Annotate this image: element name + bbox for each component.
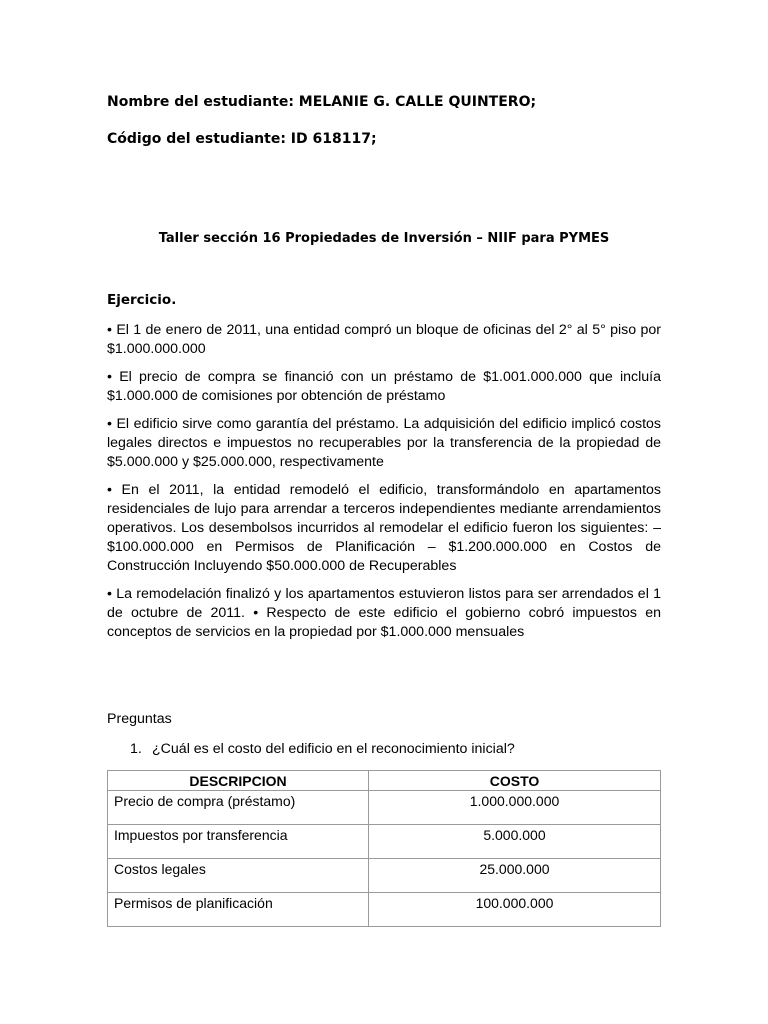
row-cost: 5.000.000 (369, 825, 661, 859)
table-header-row (108, 771, 661, 791)
exercise-label: Ejercicio. (107, 292, 177, 308)
paragraph-3: • El edificio sirve como garantía del préstamo. La adquisición del edificio implicó costos legales directos e impuestos no recuperables por la transferencia de la propiedad de $5.000.000 y $25.000.000, respectivamente (107, 416, 661, 470)
row-cost: 100.000.000 (369, 893, 661, 927)
paragraph-4: • En el 2011, la entidad remodeló el edificio, transformándolo en apartamentos residenciales de lujo para arrendar a terceros independientes mediante arrendamientos operativos. Los desembolsos incurridos al remodelar el edificio fueron los siguientes: – $100.000.000 en Permisos de Planificación – $1.200.000.000 en Costos de Construcción Incluyendo $50.000.000 de Recuperables (107, 482, 661, 574)
exercise-body (107, 321, 661, 651)
header-costo: COSTO (369, 771, 661, 791)
question-text: ¿Cuál es el costo del edificio en el reconocimiento inicial? (152, 741, 515, 757)
row-cost: 1.000.000.000 (369, 791, 661, 825)
table-row (108, 825, 661, 859)
row-cost: 25.000.000 (369, 859, 661, 893)
cost-table (107, 770, 661, 927)
row-description: Costos legales (108, 859, 369, 893)
row-description: Precio de compra (préstamo) (108, 791, 369, 825)
student-name: Nombre del estudiante: MELANIE G. CALLE QUINTERO; (107, 94, 537, 110)
table-row (108, 859, 661, 893)
question-1 (130, 740, 515, 759)
row-description: Impuestos por transferencia (108, 825, 369, 859)
header-descripcion: DESCRIPCION (108, 771, 369, 791)
student-code: Código del estudiante: ID 618117; (107, 131, 377, 147)
question-number: 1. (130, 741, 142, 757)
document-title: Taller sección 16 Propiedades de Inversión – NIIF para PYMES (158, 231, 610, 246)
paragraph-2: • El precio de compra se financió con un préstamo de $1.001.000.000 que incluía $1.000.000 de comisiones por obtención de préstamo (107, 369, 661, 404)
questions-label: Preguntas (107, 711, 172, 727)
row-description: Permisos de planificación (108, 893, 369, 927)
table-row (108, 791, 661, 825)
paragraph-5: • La remodelación finalizó y los apartamentos estuvieron listos para ser arrendados el 1 de octubre de 2011. • Respecto de este edificio el gobierno cobró impuestos en conceptos de servicios en la propiedad por $1.000.000 mensuales (107, 586, 661, 640)
table-row (108, 893, 661, 927)
paragraph-1: • El 1 de enero de 2011, una entidad compró un bloque de oficinas del 2° al 5° piso por $1.000.000.000 (107, 322, 661, 357)
